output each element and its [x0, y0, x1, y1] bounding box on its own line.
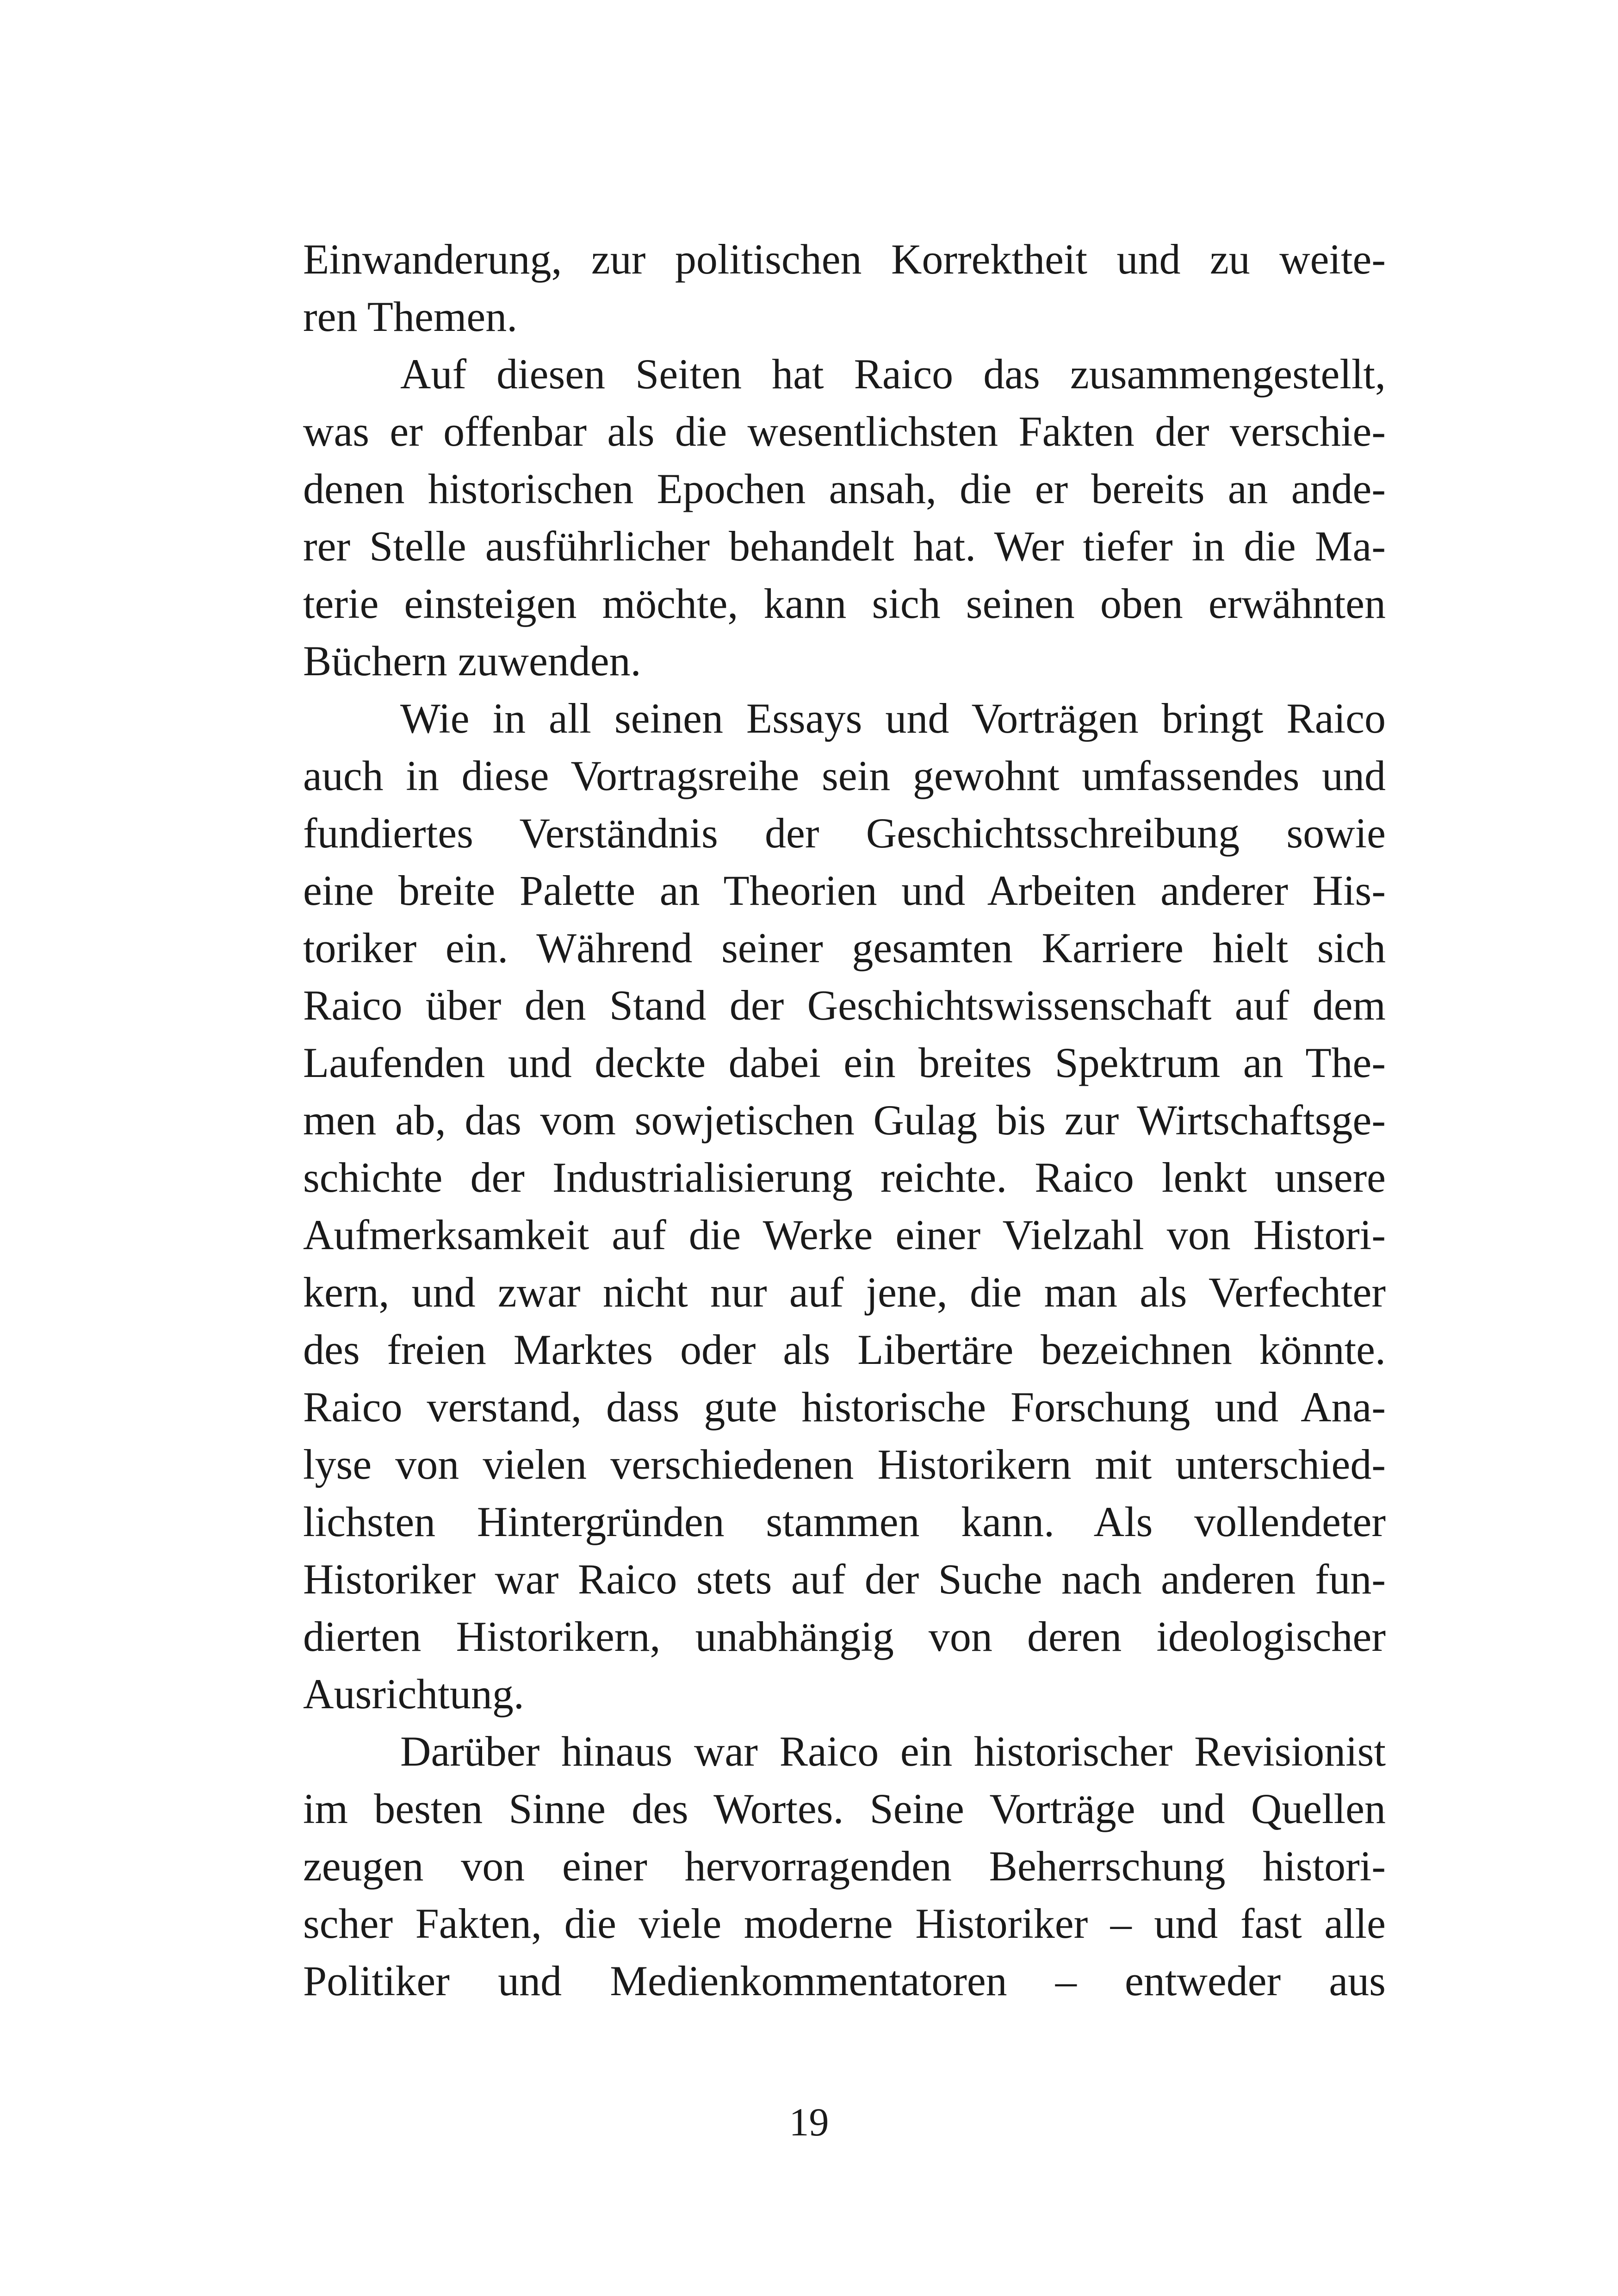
text-line: dierten Historikern, unabhängig von deren ideologischer — [303, 1613, 1386, 1660]
text-line: lyse von vielen verschiedenen Historikern mit unterschied- — [303, 1441, 1386, 1488]
text-line: men ab, das vom sowjetischen Gulag bis zur Wirtschaftsge- — [303, 1096, 1386, 1144]
text-line: schichte der Industrialisierung reichte. Raico lenkt unsere — [303, 1154, 1386, 1201]
paragraph-3 — [303, 690, 1386, 1723]
text-line: Darüber hinaus war Raico ein historischer Revisionist — [400, 1728, 1386, 1775]
text-line: Raico über den Stand der Geschichtswissenschaft auf dem — [303, 982, 1386, 1029]
paragraph-4 — [303, 1723, 1386, 2010]
text-line: Politiker und Medienkommentatoren – entweder aus — [303, 1957, 1386, 2004]
paragraph-2 — [303, 345, 1386, 690]
text-line: Historiker war Raico stets auf der Suche nach anderen fun- — [303, 1556, 1386, 1603]
paragraph-1 — [303, 230, 1386, 345]
text-line: Aufmerksamkeit auf die Werke einer Vielzahl von Histori- — [303, 1211, 1386, 1258]
text-line: Laufenden und deckte dabei ein breites Spektrum an The- — [303, 1039, 1386, 1086]
text-line: fundiertes Verständnis der Geschichtsschreibung sowie — [303, 809, 1386, 857]
text-line: lichsten Hintergründen stammen kann. Als vollendeter — [303, 1498, 1386, 1545]
text-line: denen historischen Epochen ansah, die er bereits an ande- — [303, 465, 1386, 512]
text-line: rer Stelle ausführlicher behandelt hat. Wer tiefer in die Ma- — [303, 523, 1386, 570]
text-line: Raico verstand, dass gute historische Forschung und Ana- — [303, 1383, 1386, 1431]
text-line: toriker ein. Während seiner gesamten Karriere hielt sich — [303, 924, 1386, 971]
text-line: Ausrichtung. — [303, 1670, 524, 1717]
body-text — [303, 230, 1386, 2010]
text-line: ren Themen. — [303, 293, 518, 340]
text-line: Auf diesen Seiten hat Raico das zusammengestellt, — [400, 350, 1386, 398]
text-line: was er offenbar als die wesentlichsten Fakten der verschie- — [303, 408, 1386, 455]
text-line: im besten Sinne des Wortes. Seine Vorträge und Quellen — [303, 1785, 1386, 1832]
text-line: auch in diese Vortragsreihe sein gewohnt umfassendes und — [303, 752, 1386, 799]
text-line: eine breite Palette an Theorien und Arbeiten anderer His- — [303, 867, 1386, 914]
text-line: zeugen von einer hervorragenden Beherrschung histori- — [303, 1842, 1386, 1890]
text-line: des freien Marktes oder als Libertäre bezeichnen könnte. — [303, 1326, 1386, 1373]
text-line: Einwanderung, zur politischen Korrektheit und zu weite- — [303, 236, 1386, 283]
text-line: Büchern zuwenden. — [303, 637, 641, 684]
text-line: terie einsteigen möchte, kann sich seinen oben erwähnten — [303, 580, 1386, 627]
text-line: Wie in all seinen Essays und Vorträgen bringt Raico — [400, 695, 1386, 742]
text-line: scher Fakten, die viele moderne Historiker – und fast alle — [303, 1900, 1386, 1947]
text-line: kern, und zwar nicht nur auf jene, die man als Verfechter — [303, 1269, 1386, 1316]
page-number: 19 — [789, 2100, 829, 2144]
